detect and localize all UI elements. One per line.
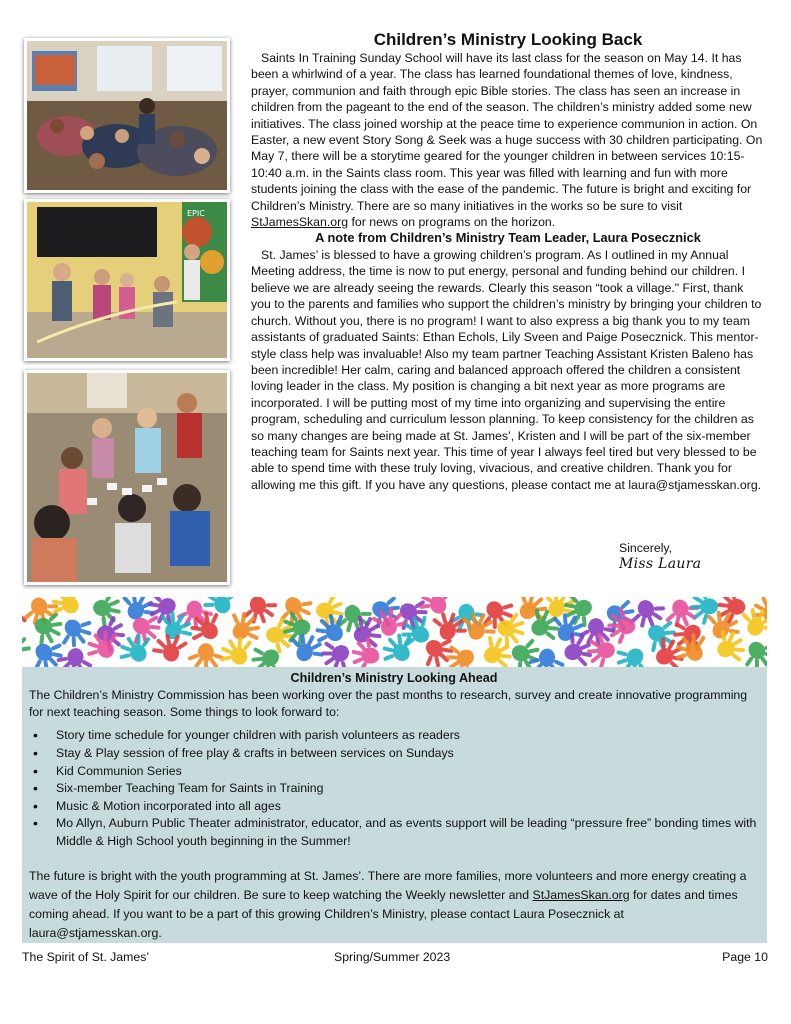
looking-ahead-title: Children’s Ministry Looking Ahead <box>290 671 498 685</box>
photo-children-story-time <box>24 38 230 193</box>
closing-text-start: The future is bright with the youth programming at St. James’. There are more families, more volunteers and more energy creating a wave of the Holy Spirit for our children. Be sure to keep watching the Weekly newsletter and <box>29 868 747 902</box>
note-title: A note from Children’s Ministry Team Leader, Laura Posecznick <box>315 230 701 246</box>
list-item: • Music & Motion incorporated into all ages <box>47 798 759 816</box>
stjamesskan-link[interactable]: StJamesSkan.org <box>251 215 349 230</box>
closing-text-end: for dates and times coming ahead. If you want to be a part of this growing Children’s Ministry, please contact Laura Posecznick at laura@stjamesskan.org. <box>29 887 738 940</box>
looking-ahead-list <box>29 727 759 850</box>
list-item: • Six-member Teaching Team for Saints in Training <box>47 780 759 798</box>
list-item: • Mo Allyn, Auburn Public Theater administrator, educator, and as events support will be leading “pressure free” bonding times with Middle & High School youth beginning in the Summer! <box>47 815 759 850</box>
handprint-banner <box>22 597 767 667</box>
looking-ahead-closing <box>29 867 759 943</box>
signature-block <box>619 540 701 572</box>
handprint <box>22 629 34 664</box>
photo-children-playing-epic-room <box>24 199 230 361</box>
looking-back-text-end: for news on programs on the horizon. <box>348 215 556 230</box>
footer-issue: Spring/Summer 2023 <box>334 950 451 964</box>
footer-page-number: Page 10 <box>722 950 768 964</box>
signature: Miss Laura <box>619 556 702 572</box>
list-item: • Stay & Play session of free play & crafts in between services on Sundays <box>47 745 759 763</box>
photo-children-card-game <box>24 370 230 585</box>
article-column <box>251 30 765 493</box>
list-item: • Kid Communion Series <box>47 763 759 781</box>
looking-back-text: Saints In Training Sunday School will have its last class for the season on May 14. It has been a whirlwind of a year. The class has learned foundational themes of love, kindness, prayer, communion and faith through epic Bible stories. The class has seen an increase in children from the pageant to the end of the season. The children’s ministry added some new initiatives. The class joined worship at the peace time to experience communion in action. On Easter, a new event Story Song & Seek was a huge success with 30 children participating. On May 7, there will be a storytime geared for the younger children in between services 10:15-10:40 a.m. in the Saints class room. This year was filled with learning and fun with more students joining the class with the ease of the pandemic. The future is bright and exciting for Children’s Ministry. There are so many initiatives in the works so be sure to visit <box>251 51 763 213</box>
handprint <box>187 643 225 667</box>
looking-back-title: Children’s Ministry Looking Back <box>373 30 643 49</box>
handprint-art <box>22 597 767 667</box>
footer-publication: The Spirit of St. James’ <box>22 950 150 964</box>
stjamesskan-link-2[interactable]: StJamesSkan.org <box>532 887 630 902</box>
handprint <box>609 639 655 667</box>
note-paragraph: St. James’ is blessed to have a growing children’s program. As I outlined in my Annual Meeting address, the time is now to put energy, personal and funding behind our children. I believe we are already seeing the rewards. Clearly this season “took a village." First, thank you to the parents and families who support the children’s ministry by bringing your children to church. Without you, there is no program! I want to also express a big thank you to my team assistants of graduated Saints: Ethan Echols, Lily Sveen and Paige Posecznick. This mentor-style class help was invaluable! Also my team partner Teaching Assistant Kristen Baleno has been incredible! Her calm, caring and balanced approach offered the children a consistent loving leader in the class. My position is changing a bit next year as more programs are incorporated. I will be putting most of my time into organizing and supervising the entire program, scheduling and curriculum lesson planning. To keep consistency for the children as so many changes are being made at St. James’, Kristen and I will be part of the six-member teaching team for Saints next year. This time of year I always feel tired but very blessed to be able to spend time with these truly loving, vivacious, and creative children. Thank you for allowing me this gift. If you have any questions, please contact me at laura@stjamesskan.org. <box>251 248 762 492</box>
epic-sign: EPIC <box>187 209 205 218</box>
looking-ahead-intro: The Children’s Ministry Commission has been working over the past months to research, survey and create innovative programming for next teaching season. Some things to look forward to: <box>29 688 748 720</box>
handprint <box>53 610 99 655</box>
closing-text: Sincerely, <box>619 541 673 555</box>
looking-back-paragraph <box>251 50 765 230</box>
handprint <box>24 633 70 667</box>
looking-ahead-box <box>22 667 767 943</box>
list-item: • Story time schedule for younger children with parish volunteers as readers <box>47 727 759 745</box>
